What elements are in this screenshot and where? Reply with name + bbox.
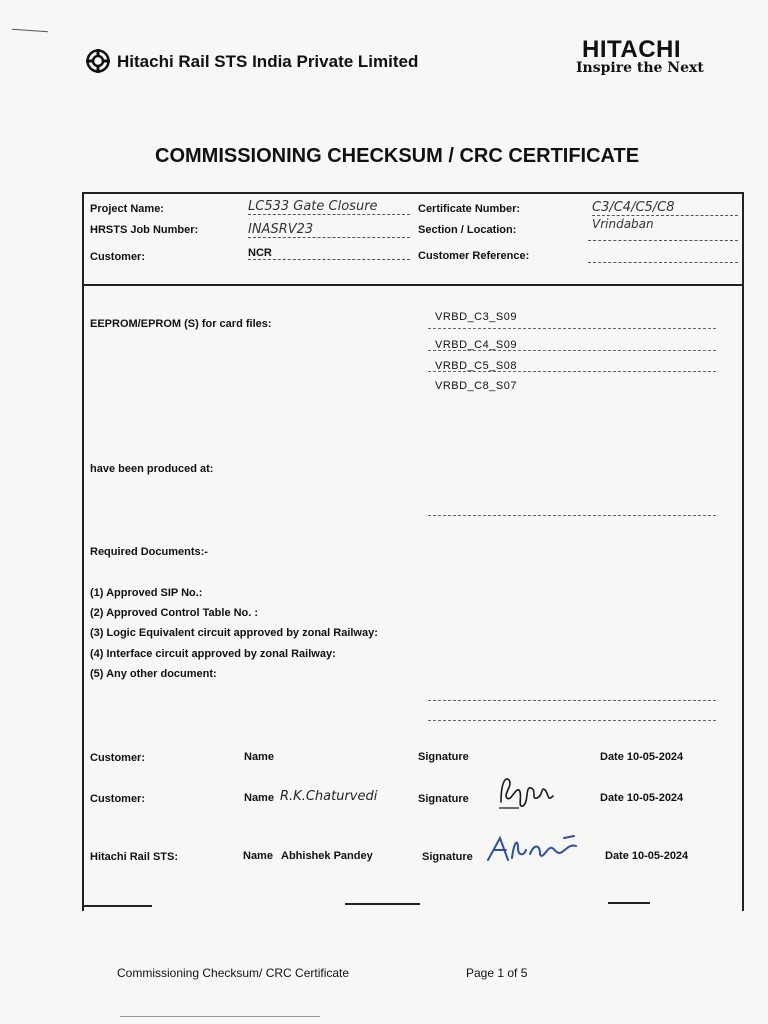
customer-reference-underline xyxy=(588,262,738,263)
required-doc-item: (3) Logic Equivalent circuit approved by zonal Railway: xyxy=(90,627,378,639)
signoff-party: Customer: xyxy=(90,752,146,764)
signoff-name-value: R.K.Chaturvedi xyxy=(280,789,378,804)
eeprom-file-1-underline xyxy=(428,328,716,329)
produced-at-label: have been produced at: xyxy=(90,463,214,475)
bottom-rule-mid xyxy=(345,903,420,905)
hitachi-signature-scribble-icon xyxy=(484,832,588,866)
signoff-date: Date 10-05-2024 xyxy=(600,751,684,763)
signoff-signature-label: Signature xyxy=(422,851,473,863)
signoff-name-label: Name xyxy=(244,792,274,804)
bottom-rule-left xyxy=(82,905,152,907)
produced-at-underline xyxy=(428,515,716,516)
job-number-value: INASRV23 xyxy=(248,222,410,238)
required-doc-item: (2) Approved Control Table No. : xyxy=(90,607,259,619)
job-number-label: HRSTS Job Number: xyxy=(90,224,199,236)
certificate-number-value: C3/C4/C5/C8 xyxy=(592,200,738,216)
company-logo-icon xyxy=(86,49,110,73)
customer-value: NCR xyxy=(248,247,410,260)
certificate-number-label: Certificate Number: xyxy=(418,203,521,215)
footer-doc-title: Commissioning Checksum/ CRC Certificate xyxy=(117,966,350,980)
section-location-label: Section / Location: xyxy=(418,224,517,236)
signoff-party: Customer: xyxy=(90,793,146,805)
eeprom-file-2: VRBD_C4_S09 xyxy=(435,339,517,351)
customer-reference-label: Customer Reference: xyxy=(418,250,530,262)
company-name: Hitachi Rail STS India Private Limited xyxy=(117,52,419,71)
project-name-value: LC533 Gate Closure xyxy=(248,199,410,215)
signoff-signature-label: Signature xyxy=(418,751,469,763)
signoff-name-label: Name xyxy=(244,751,274,763)
eeprom-file-4: VRBD_C8_S07 xyxy=(435,380,517,392)
eeprom-label: EEPROM/EPROM (S) for card files: xyxy=(90,318,272,330)
customer-signature-scribble-icon xyxy=(495,772,557,812)
signoff-signature-label: Signature xyxy=(418,793,469,805)
signoff-name-value: Abhishek Pandey xyxy=(281,850,373,862)
hitachi-brand: HITACHI xyxy=(582,36,682,63)
info-separator xyxy=(82,284,742,286)
other-doc-underline-2 xyxy=(428,720,716,721)
page-title: COMMISSIONING CHECKSUM / CRC CERTIFICATE xyxy=(155,145,640,167)
eeprom-file-3: VRBD_C5_S08 xyxy=(435,360,517,372)
section-location-underline xyxy=(588,240,738,241)
required-doc-item: (4) Interface circuit approved by zonal Railway: xyxy=(90,648,336,660)
signoff-name-label: Name xyxy=(243,850,273,862)
signoff-date: Date 10-05-2024 xyxy=(605,850,689,862)
other-doc-underline-1 xyxy=(428,700,716,701)
footer-page-number: Page 1 of 5 xyxy=(466,966,528,980)
required-doc-item: (1) Approved SIP No.: xyxy=(90,587,203,599)
eeprom-file-2-underline xyxy=(428,350,716,351)
required-doc-item: (5) Any other document: xyxy=(90,668,217,680)
eeprom-file-1: VRBD_C3_S09 xyxy=(435,311,517,323)
bottom-rule-right xyxy=(608,902,650,904)
section-location-value: Vrindaban xyxy=(592,217,654,231)
required-docs-heading: Required Documents:- xyxy=(90,546,208,558)
customer-label: Customer: xyxy=(90,251,146,263)
signoff-date: Date 10-05-2024 xyxy=(600,792,684,804)
eeprom-file-3-underline xyxy=(428,371,716,372)
hitachi-tagline: Inspire the Next xyxy=(576,60,704,76)
signoff-party: Hitachi Rail STS: xyxy=(90,851,179,863)
project-name-label: Project Name: xyxy=(90,203,164,215)
bottom-bleed-line xyxy=(120,1016,320,1017)
scan-mark xyxy=(12,29,48,33)
